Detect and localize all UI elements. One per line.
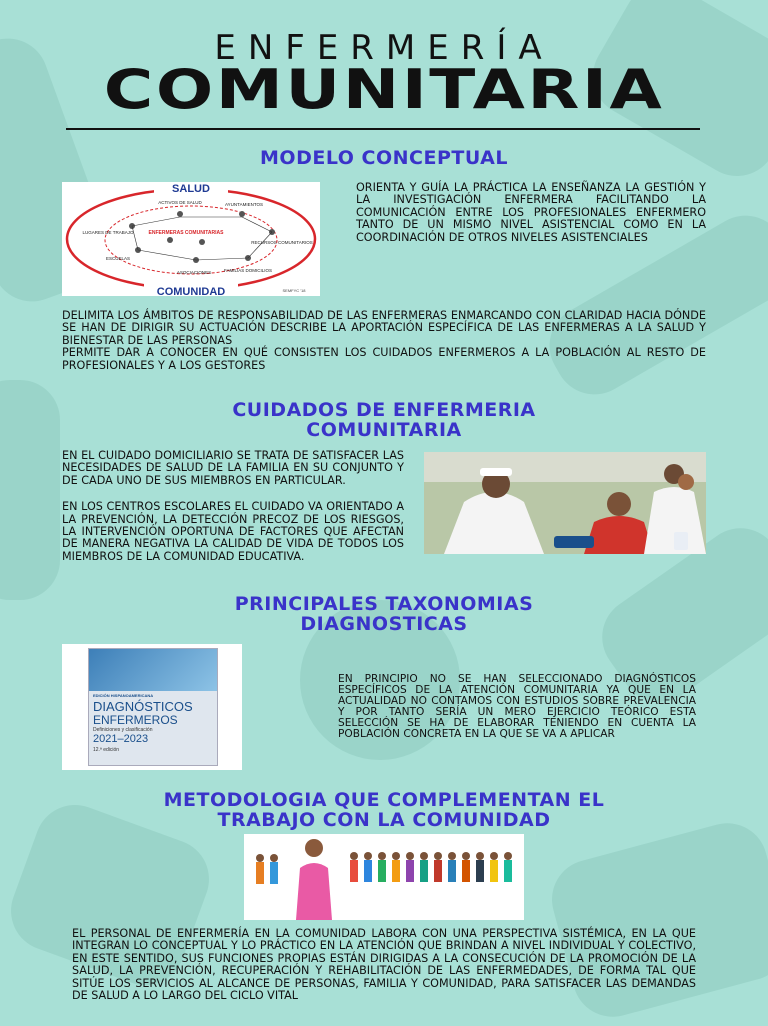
diagram-node: RECURSOS COMUNITARIOS: [251, 240, 313, 245]
diagram-node: FAMILIAS DOMICILIOS: [223, 268, 273, 273]
diagram-people-icons: [129, 211, 275, 263]
diagram-node: AYUNTAMIENTOS: [224, 202, 264, 207]
title-divider: [66, 128, 700, 130]
community-diagram: [62, 182, 320, 296]
nurse-photo: [424, 452, 706, 554]
book-edition: EDICIÓN HISPANOAMERICANA: [93, 693, 154, 698]
diagram-label-center: ENFERMERAS COMUNITARIAS: [148, 230, 224, 236]
book-title-line1: DIAGNÓSTICOS: [93, 699, 193, 714]
section-heading-modelo: MODELO CONCEPTUAL: [260, 147, 508, 169]
diagram-label-salud: SALUD: [172, 183, 210, 195]
section-heading-taxonomias: [0, 594, 768, 634]
community-photo: [244, 834, 524, 920]
diagram-label-comunidad: COMUNIDAD: [156, 286, 226, 296]
diagram-connector-lines: [132, 217, 272, 260]
heading-line: COMUNITARIA: [306, 419, 462, 441]
book-subtitle: Definiciones y clasificación: [93, 727, 153, 733]
heading-line: PRINCIPALES TAXONOMIAS: [234, 593, 534, 615]
diagram-node: ESCUELAS: [105, 256, 131, 261]
cuidados-paragraph-2: EN LOS CENTROS ESCOLARES EL CUIDADO VA ORIENTADO A LA PREVENCIÓN, LA DETECCIÓN PRECOZ DE LOS RIESGOS, LA INTERVENCIÓN OPORTUNA DE FACTORES QUE AFECTAN DE MANERA NEGATIVA LA CALIDAD DE VIDA DE TODOS LOS MIEMBROS DE LA COMUNIDAD EDUCATIVA.: [62, 500, 404, 563]
metodologia-body: EL PERSONAL DE ENFERMERÍA EN LA COMUNIDAD LABORA CON UNA PERSPECTIVA SISTÉMICA, EN LA QUE INTEGRAN LO CONCEPTUAL Y LO PRÁCTICO EN LA ATENCIÓN QUE BRINDAN A NIVEL INDIVIDUAL Y COLECTIVO, EN ESTE SENTIDO, SUS FUNCIONES PROPIAS ESTÁN DIRIGIDAS A LA CONSECUCIÓN DE LA PROMOCIÓN DE LA SALUD, LA PREVENCIÓN, RECUPERACIÓN Y REHABILITACIÓN DE LAS ENFERMEDADES, DE FORMA TAL QUE SITÚE LOS SERVICIOS AL ALCANCE DE PERSONAS, FAMILIA Y COMUNIDAD, PARA SATISFACER LAS DEMANDAS DE SALUD A LO LARGO DEL CICLO VITAL: [72, 927, 696, 1003]
diagram-credit: SEMFYC '18: [282, 288, 306, 293]
diagram-node: LUGARES DE TRABAJO: [82, 230, 134, 235]
book-ed: 12.ª edición: [93, 747, 120, 753]
modelo-side-text: ORIENTA Y GUÍA LA PRÁCTICA LA ENSEÑANZA LA GESTIÓN Y LA INVESTIGACIÓN ENFERMERA FACILITANDO LA COMUNICACIÓN ENTRE LOS PROFESIONALES ENFERMERO TANTO DE UN MISMO NIVEL ASISTENCIAL COMO EN LA COORDINACIÓN DE OTROS NIVELES ASISTENCIALES: [356, 181, 706, 244]
book-cover-photo: [89, 649, 217, 691]
poster-title: COMUNITARIA: [103, 58, 665, 121]
nanda-book-cover: [62, 644, 242, 770]
cuidados-paragraph-1: EN EL CUIDADO DOMICILIARIO SE TRATA DE SATISFACER LAS NECESIDADES DE SALUD DE LA FAMILIA EN SU CONJUNTO Y DE CADA UNO DE SUS MIEMBROS EN PARTICULAR.: [62, 449, 404, 487]
heading-line: METODOLOGIA QUE COMPLEMENTAN EL: [163, 789, 605, 811]
poster-kicker: ENFERMERÍA: [214, 28, 554, 68]
section-heading-metodologia: [0, 790, 768, 830]
book-cover: [88, 648, 218, 766]
modelo-body: [62, 310, 706, 372]
diagram-node: ACTIVOS DE SALUD: [158, 200, 202, 205]
heading-line: CUIDADOS DE ENFERMERIA: [232, 399, 536, 421]
community-diagram-svg: [62, 182, 320, 296]
heading-line: DIAGNOSTICAS: [300, 613, 468, 635]
diagram-node: ASOCIACIONES: [176, 270, 212, 275]
modelo-paragraph-1: DELIMITA LOS ÁMBITOS DE RESPONSABILIDAD DE LAS ENFERMERAS ENMARCANDO CON CLARIDAD HACIA DÓNDE SE HAN DE DIRIGIR SU ACTUACIÓN DESCRIBE LA APORTACIÓN ESPECÍFICA DE LAS ENFERMERAS A LA SALUD Y BIENESTAR DE LAS PERSONAS: [62, 309, 706, 347]
modelo-paragraph-2: PERMITE DAR A CONOCER EN QUÉ CONSISTEN LOS CUIDADOS ENFERMEROS A LA POBLACIÓN AL RESTO DE PROFESIONALES Y A LOS GESTORES: [62, 346, 706, 372]
section-heading-cuidados: [0, 400, 768, 440]
taxonomias-body: EN PRINCIPIO NO SE HAN SELECCIONADO DIAGNÓSTICOS ESPECÍFICOS DE LA ATENCIÓN COMUNITARIA YA QUE EN LA ACTUALIDAD NO CONTAMOS CON ESTUDIOS SOBRE PREVALENCIA Y POR TANTO SERÍA UN MERO EJERCICIO TEÓRICO ESTA SELECCIÓN SE HA DE ELABORAR TENIENDO EN CUENTA LA POBLACIÓN CONCRETA EN LA QUE SE VA A APLICAR: [338, 673, 696, 740]
book-years: 2021–2023: [93, 733, 149, 745]
book-title-line2: ENFERMEROS: [93, 713, 178, 727]
community-photo-illustration: [244, 834, 524, 920]
cuidados-body: [62, 450, 404, 563]
heading-line: TRABAJO CON LA COMUNIDAD: [217, 809, 551, 831]
nurse-photo-illustration: [424, 452, 706, 554]
